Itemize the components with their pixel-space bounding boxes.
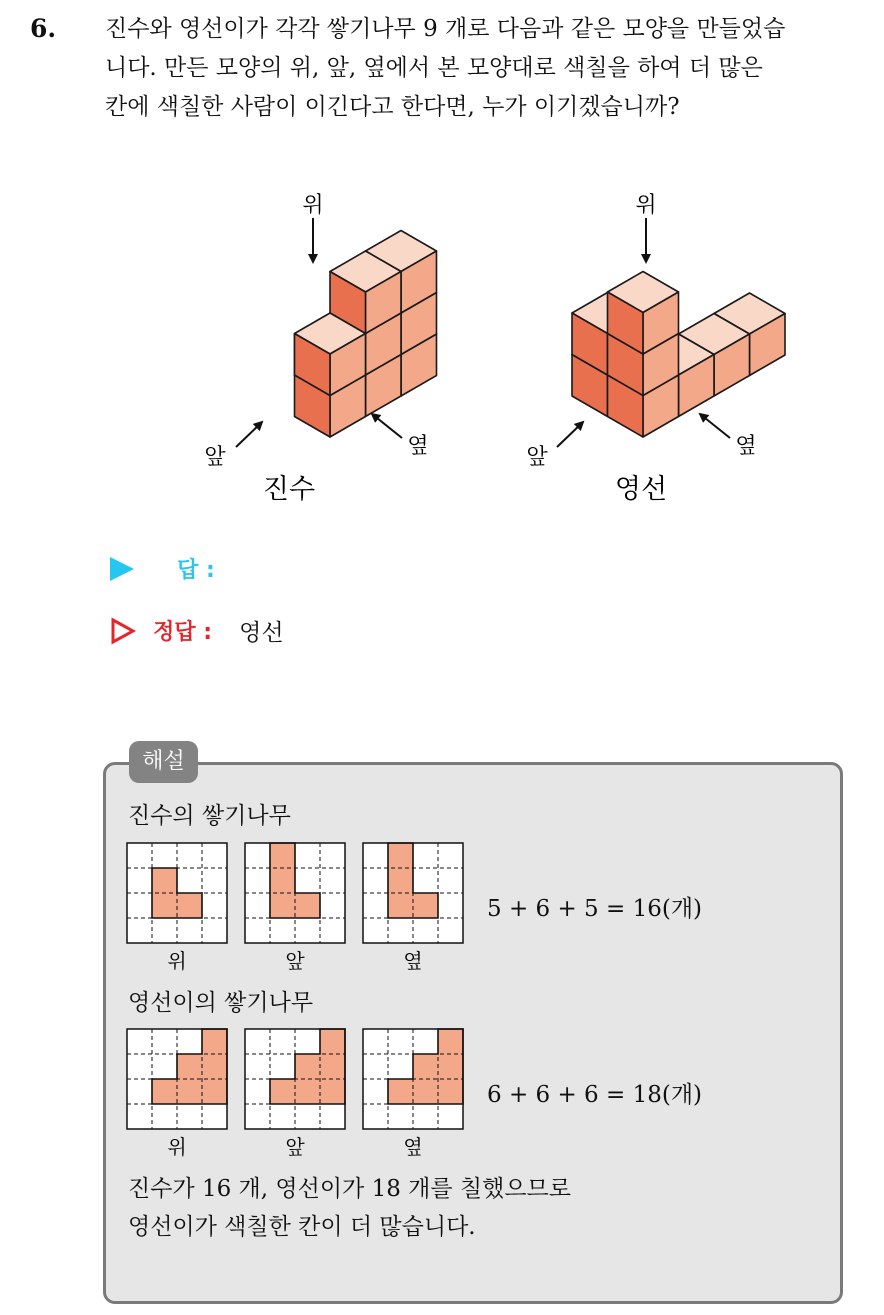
block-figures bbox=[0, 170, 884, 515]
question-line-1: 진수와 영선이가 각각 쌓기나무 9 개로 다음과 같은 모양을 만들었습 bbox=[105, 16, 786, 42]
jinsu-explanation-heading: 진수의 쌓기나무 bbox=[128, 803, 291, 829]
explanation-tab: 해설 bbox=[129, 741, 198, 783]
jinsu-front-arrow bbox=[236, 422, 262, 447]
play-icon bbox=[110, 557, 134, 581]
youngsun-name-label: 영선 bbox=[614, 474, 668, 505]
outline-play-icon bbox=[110, 617, 136, 645]
jinsu-block-figure bbox=[295, 231, 437, 438]
youngsun-side-label: 옆 bbox=[735, 434, 757, 459]
jinsu-view-grids bbox=[120, 838, 470, 978]
youngsun-explanation-heading: 영선이의 쌓기나무 bbox=[128, 990, 314, 1016]
youngsun-view-label-side: 옆 bbox=[403, 1135, 423, 1159]
jinsu-view-label-side: 옆 bbox=[403, 949, 423, 973]
jinsu-name-label: 진수 bbox=[262, 474, 316, 505]
answer-label: 답 : bbox=[177, 558, 215, 583]
correct-answer-label: 정답 : bbox=[153, 620, 213, 645]
youngsun-front-label: 앞 bbox=[526, 445, 548, 470]
youngsun-view-label-top: 위 bbox=[167, 1135, 187, 1159]
correct-answer-value: 영선 bbox=[239, 620, 284, 646]
conclusion-line-1: 진수가 16 개, 영선이가 18 개를 칠했으므로 bbox=[128, 1176, 571, 1202]
answer-blank-row bbox=[110, 553, 215, 584]
jinsu-equation: 5 + 6 + 5 = 16(개) bbox=[487, 896, 703, 922]
youngsun-equation: 6 + 6 + 6 = 18(개) bbox=[487, 1082, 703, 1108]
question-line-3: 칸에 색칠한 사람이 이긴다고 한다면, 누가 이기겠습니까? bbox=[105, 94, 680, 120]
jinsu-side-label: 옆 bbox=[407, 434, 429, 459]
youngsun-top-label: 위 bbox=[635, 193, 657, 218]
question-line-2: 니다. 만든 모양의 위, 앞, 옆에서 본 모양대로 색칠을 하여 더 많은 bbox=[105, 55, 763, 81]
jinsu-front-label: 앞 bbox=[204, 445, 226, 470]
jinsu-top-label: 위 bbox=[302, 193, 324, 218]
jinsu-view-label-top: 위 bbox=[167, 949, 187, 973]
correct-answer-row bbox=[110, 614, 284, 647]
youngsun-block-figure bbox=[572, 272, 785, 438]
question-number: 6. bbox=[30, 14, 57, 43]
jinsu-side-arrow bbox=[372, 414, 402, 438]
jinsu-view-label-front: 앞 bbox=[285, 949, 305, 973]
conclusion bbox=[128, 1170, 571, 1246]
youngsun-view-grids bbox=[120, 1024, 470, 1164]
conclusion-line-2: 영선이가 색칠한 칸이 더 많습니다. bbox=[128, 1214, 476, 1240]
youngsun-side-arrow bbox=[700, 414, 730, 438]
youngsun-front-arrow bbox=[557, 422, 583, 447]
question-text bbox=[105, 10, 865, 127]
youngsun-view-label-front: 앞 bbox=[285, 1135, 305, 1159]
